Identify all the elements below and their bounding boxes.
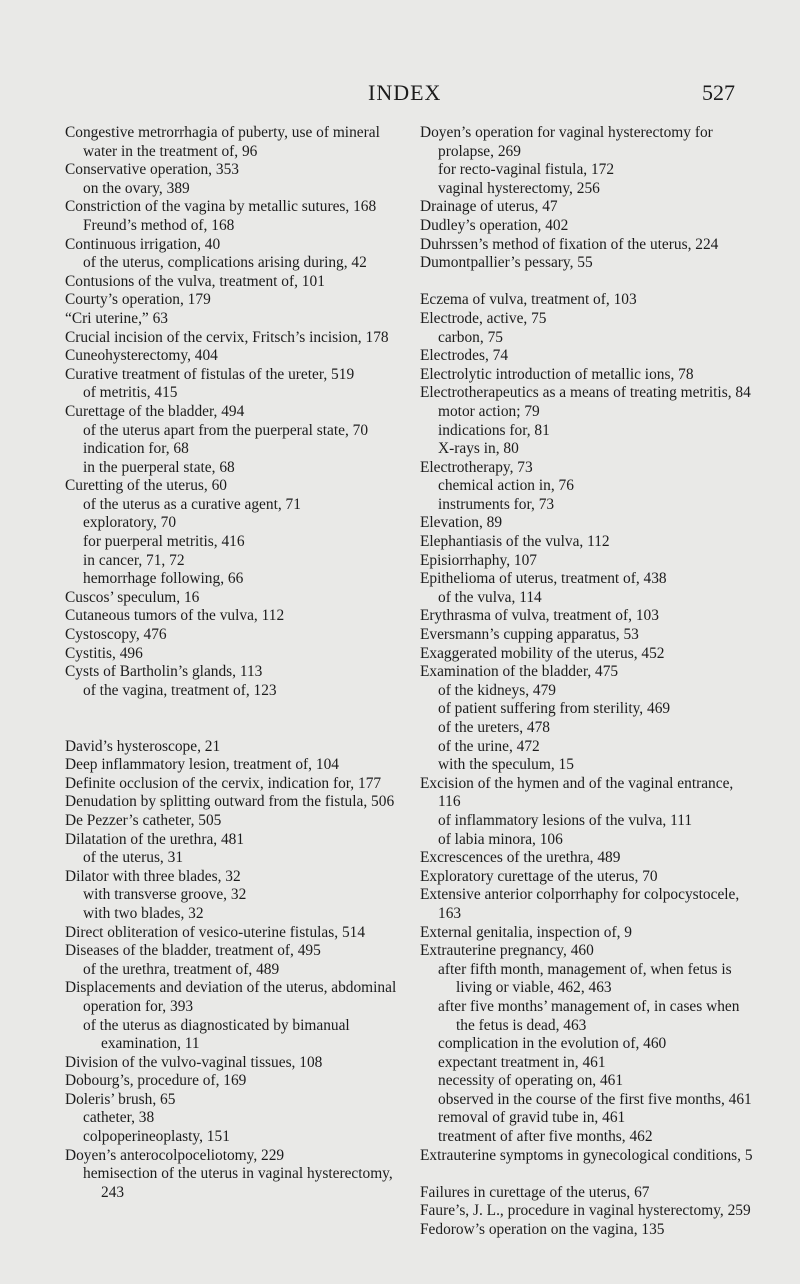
index-subentry: of the uterus apart from the puerperal state, 70 (83, 421, 369, 439)
index-entry: Electrodes, 74 (420, 347, 509, 365)
index-subentry: of patient suffering from sterility, 469 (438, 700, 671, 718)
index-entry: Fedorow’s operation on the vagina, 135 (420, 1221, 665, 1239)
index-entry: Direct obliteration of vesico-uterine fistulas, 514 (65, 923, 366, 941)
index-entry: Curettage of the bladder, 494 (65, 402, 245, 420)
page-title: INDEX (368, 80, 442, 105)
index-subentry: hemorrhage following, 66 (83, 570, 244, 588)
index-subentry: of the uterus, complications arising during, 42 (83, 254, 367, 272)
index-entry: Cuscos’ speculum, 16 (65, 588, 200, 606)
running-head (0, 80, 800, 110)
index-entry: Cysts of Bartholin’s glands, 113 (65, 663, 263, 681)
index-entry: Doleris’ brush, 65 (65, 1090, 176, 1108)
index-entry: “Cri uterine,” 63 (65, 309, 168, 327)
index-subentry: necessity of operating on, 461 (438, 1072, 624, 1090)
index-entry: Erythrasma of vulva, treatment of, 103 (420, 607, 659, 625)
index-subentry: of the uterus as a curative agent, 71 (83, 495, 301, 513)
index-entry: Electrotherapeutics as a means of treating metritis, 84 (420, 384, 751, 402)
page-number: 527 (702, 80, 735, 105)
index-subentry: of the urine, 472 (438, 737, 540, 755)
index-subentry: of the vulva, 114 (438, 588, 542, 606)
index-subentry: of labia minora, 106 (438, 830, 563, 848)
index-subentry: for recto-vaginal fistula, 172 (438, 161, 615, 179)
index-entry: Electrolytic introduction of metallic ions, 78 (420, 365, 694, 383)
index-subentry: of the vagina, treatment of, 123 (83, 681, 277, 699)
index-subentry: hemisection of the uterus in vaginal hysterectomy, 243 (83, 1165, 393, 1201)
index-entry: Congestive metrorrhagia of puberty, use of mineral water in the treatment of, 96 (65, 124, 380, 160)
index-entry: Continuous irrigation, 40 (65, 235, 221, 253)
index-subentry: of the ureters, 478 (438, 719, 550, 736)
index-subentry: Freund’s method of, 168 (83, 216, 235, 234)
index-entry: Dilator with three blades, 32 (65, 867, 241, 885)
index-subentry: after fifth month, management of, when fetus is living or viable, 462, 463 (438, 960, 732, 997)
index-subentry: after five months’ management of, in cases when the fetus is dead, 463 (438, 997, 740, 1034)
index-entry: Denudation by splitting outward from the fistula, 506 (65, 793, 395, 811)
index-entry: Doyen’s operation for vaginal hysterectomy for prolapse, 269 (420, 124, 713, 160)
index-subentry: with the speculum, 15 (438, 756, 574, 774)
index-subentry: exploratory, 70 (83, 514, 177, 532)
index-entry: Cutaneous tumors of the vulva, 112 (65, 607, 285, 625)
index-entry: Duhrssen’s method of fixation of the uterus, 224 (420, 235, 719, 253)
index-subentry: in the puerperal state, 68 (83, 458, 235, 476)
index-entry: Episiorrhaphy, 107 (420, 551, 537, 569)
index-entry: Extrauterine symptoms in gynecological conditions, 5 (420, 1146, 753, 1164)
index-entry: Examination of the bladder, 475 (420, 663, 619, 681)
index-entry: Extensive anterior colporrhaphy for colpocystocele, 163 (420, 886, 740, 922)
index-entry: Curetting of the uterus, 60 (65, 477, 227, 495)
index-subentry: catheter, 38 (83, 1109, 155, 1127)
index-subentry: complication in the evolution of, 460 (438, 1035, 667, 1053)
index-entry: Excrescences of the urethra, 489 (420, 849, 621, 867)
index-entry: Electrode, active, 75 (420, 309, 547, 327)
index-entry: Crucial incision of the cervix, Fritsch’s incision, 178 (65, 328, 389, 346)
index-entry: Eczema of vulva, treatment of, 103 (420, 291, 637, 309)
index-entry: Cystoscopy, 476 (65, 626, 167, 644)
index-entry: Courty’s operation, 179 (65, 291, 211, 309)
index-entry: Deep inflammatory lesion, treatment of, 104 (65, 756, 339, 774)
index-entry: Definite occlusion of the cervix, indication for, 177 (65, 774, 382, 792)
index-entry: Epithelioma of uterus, treatment of, 438 (420, 570, 667, 588)
index-entry: Electrotherapy, 73 (420, 458, 533, 476)
index-subentry: with transverse groove, 32 (83, 886, 247, 904)
section-gap (420, 1165, 758, 1184)
index-entry: Division of the vulvo-vaginal tissues, 108 (65, 1053, 323, 1071)
index-entry: Exaggerated mobility of the uterus, 452 (420, 644, 665, 662)
section-gap (420, 273, 758, 292)
index-subentry: X-rays in, 80 (438, 440, 519, 458)
index-entry: Extrauterine pregnancy, 460 (420, 942, 594, 960)
index-column-right (420, 124, 758, 1240)
index-subentry: indication for, 68 (83, 440, 189, 458)
index-subentry: of the uterus as diagnosticated by bimanual examination, 11 (83, 1016, 350, 1053)
index-entry: Diseases of the bladder, treatment of, 495 (65, 942, 321, 960)
index-entry: Drainage of uterus, 47 (420, 198, 558, 216)
index-subentry: instruments for, 73 (438, 495, 555, 513)
index-entry: Elevation, 89 (420, 514, 503, 532)
index-subentry: chemical action in, 76 (438, 477, 574, 495)
index-subentry: carbon, 75 (438, 328, 503, 346)
index-entry: Constriction of the vagina by metallic sutures, 168 (65, 198, 377, 216)
index-subentry: in cancer, 71, 72 (83, 551, 185, 569)
index-subentry: for puerperal metritis, 416 (83, 533, 245, 551)
index-entry: Dilatation of the urethra, 481 (65, 830, 245, 848)
index-subentry: of inflammatory lesions of the vulva, 111 (438, 811, 693, 829)
index-entry: David’s hysteroscope, 21 (65, 737, 221, 755)
index-entry: Doyen’s anterocolpoceliotomy, 229 (65, 1146, 285, 1164)
index-subentry: with two blades, 32 (83, 904, 204, 922)
section-gap (65, 700, 399, 719)
index-entry: Faure’s, J. L., procedure in vaginal hysterectomy, 259 (420, 1202, 751, 1220)
index-subentry: of the uterus, 31 (83, 849, 184, 867)
index-subentry: expectant treatment in, 461 (438, 1053, 606, 1071)
index-entry: Contusions of the vulva, treatment of, 101 (65, 272, 325, 290)
index-entry: Curative treatment of fistulas of the ureter, 519 (65, 365, 355, 383)
index-entry: De Pezzer’s catheter, 505 (65, 811, 222, 829)
index-entry: Failures in curettage of the uterus, 67 (420, 1183, 650, 1201)
index-subentry: of metritis, 415 (83, 384, 178, 402)
index-subentry: treatment of after five months, 462 (438, 1128, 653, 1146)
index-entry: Dumontpallier’s pessary, 55 (420, 254, 593, 272)
index-subentry: motor action; 79 (438, 402, 540, 420)
index-entry: Cystitis, 496 (65, 644, 143, 662)
index-entry: Exploratory curettage of the uterus, 70 (420, 867, 658, 885)
index-subentry: removal of gravid tube in, 461 (438, 1109, 626, 1127)
index-entry: Excision of the hymen and of the vaginal entrance, 116 (420, 774, 734, 811)
index-entry: Dudley’s operation, 402 (420, 216, 569, 234)
index-subentry: colpoperineoplasty, 151 (83, 1128, 230, 1146)
index-entry: Eversmann’s cupping apparatus, 53 (420, 626, 639, 644)
index-subentry: observed in the course of the first five months, 461 (438, 1090, 752, 1108)
index-entry: Conservative operation, 353 (65, 161, 239, 179)
index-column-left (65, 124, 399, 1202)
index-subentry: indications for, 81 (438, 421, 550, 439)
index-entry: Elephantiasis of the vulva, 112 (420, 533, 610, 551)
index-entry: External genitalia, inspection of, 9 (420, 923, 632, 941)
index-subentry: vaginal hysterectomy, 256 (438, 179, 600, 197)
index-subentry: on the ovary, 389 (83, 179, 190, 197)
index-subentry: of the kidneys, 479 (438, 681, 556, 699)
index-entry: Cuneohysterectomy, 404 (65, 347, 218, 365)
index-entry: Displacements and deviation of the uterus, abdominal operation for, 393 (65, 979, 397, 1015)
section-gap (65, 719, 399, 738)
index-entry: Dobourg’s, procedure of, 169 (65, 1072, 247, 1090)
index-subentry: of the urethra, treatment of, 489 (83, 960, 280, 978)
